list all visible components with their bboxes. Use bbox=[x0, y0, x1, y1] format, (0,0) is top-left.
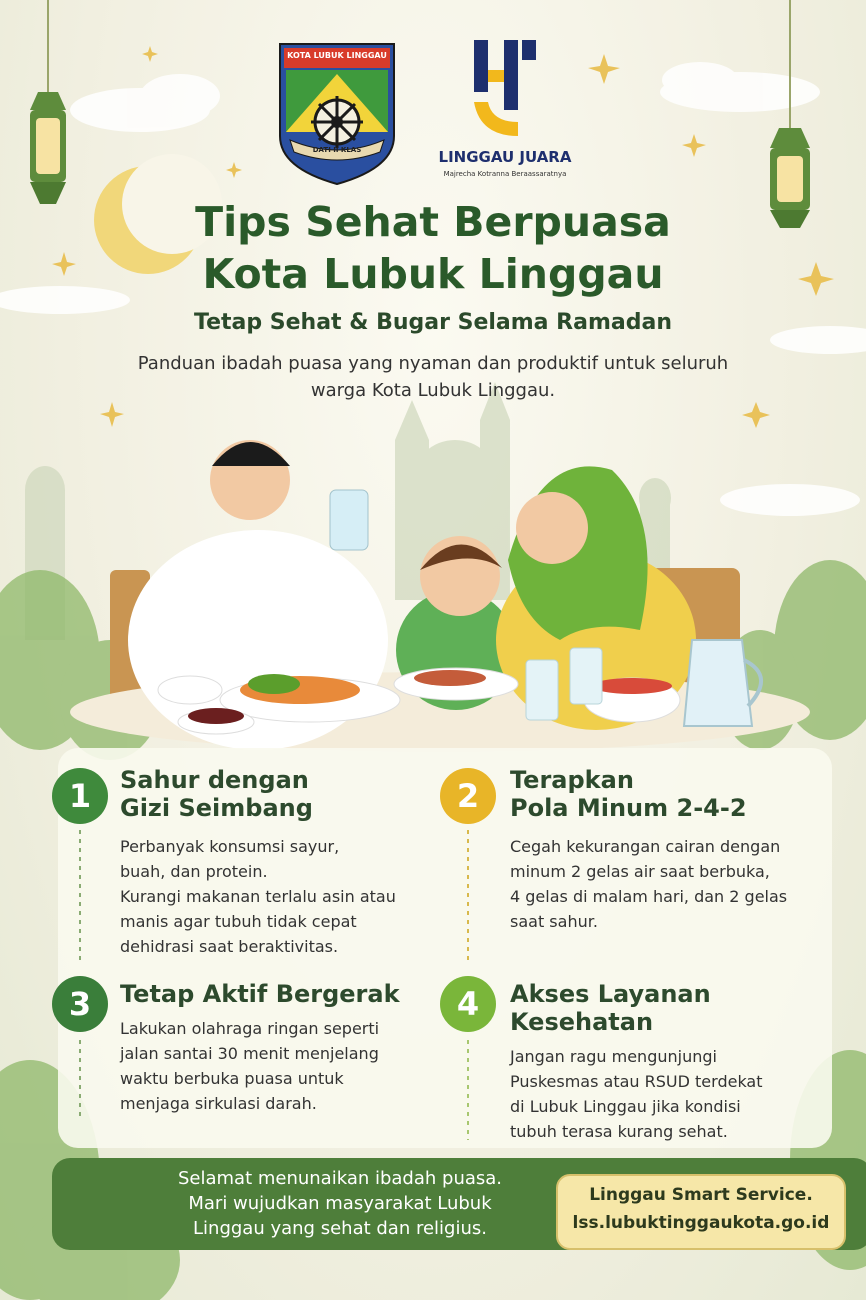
description: Panduan ibadah puasa yang nyaman dan produktif untuk seluruh warga Kota Lubuk Linggau. bbox=[137, 353, 729, 401]
tip-1-text-line: Kurangi makanan terlalu asin atau bbox=[120, 887, 396, 906]
tip-2-title-line-2: Pola Minum 2-4-2 bbox=[510, 794, 747, 822]
tip-4-text-line: Puskesmas atau RSUD terdekat bbox=[510, 1072, 763, 1091]
linggau-juara-text: LINGGAU JUARA bbox=[438, 148, 572, 166]
tip-1-title-line-2: Gizi Seimbang bbox=[120, 794, 313, 822]
title-line-2: Kota Lubuk Linggau bbox=[202, 250, 664, 298]
smart-service-name: Linggau Smart Service. bbox=[589, 1185, 813, 1205]
tip-3-title: Tetap Aktif Bergerak bbox=[120, 980, 400, 1008]
footer-message-line: Mari wujudkan masyarakat Lubuk bbox=[188, 1193, 492, 1214]
tip-4-title-line-2: Kesehatan bbox=[510, 1008, 654, 1036]
tip-2-title-line-1: Terapkan bbox=[510, 766, 634, 794]
tip-1-text-line: manis agar tubuh tidak cepat bbox=[120, 912, 357, 931]
tip-3-text-line: Lakukan olahraga ringan seperti bbox=[120, 1019, 380, 1038]
tip-4-text-line: tubuh terasa kurang sehat. bbox=[510, 1122, 728, 1141]
tip-4-text-line: Jangan ragu mengunjungi bbox=[510, 1047, 717, 1066]
tip-1-text-line: dehidrasi saat beraktivitas. bbox=[120, 937, 339, 956]
tip-4-text-line: di Lubuk Linggau jika kondisi bbox=[510, 1097, 741, 1116]
title-line-1: Tips Sehat Berpuasa bbox=[195, 198, 671, 246]
tip-1-text bbox=[120, 834, 440, 959]
tip-2-text-line: minum 2 gelas air saat berbuka, bbox=[510, 862, 770, 881]
tip-3-text bbox=[120, 1016, 440, 1116]
tip-2-text bbox=[510, 834, 830, 934]
footer-message-line: Linggau yang sehat dan religius. bbox=[193, 1218, 487, 1239]
tip-4-badge: 4 bbox=[440, 976, 496, 1032]
tip-1-badge: 1 bbox=[52, 768, 108, 824]
emblem-motto-text: DATI II KLAS bbox=[312, 146, 362, 154]
tip-1-title-line-1: Sahur dengan bbox=[120, 766, 309, 794]
tip-2-text-line: Cegah kekurangan cairan dengan bbox=[510, 837, 781, 856]
emblem-banner-text: KOTA LUBUK LINGGAU bbox=[287, 51, 387, 60]
tip-2-badge: 2 bbox=[440, 768, 496, 824]
tip-3-text-line: menjaga sirkulasi darah. bbox=[120, 1094, 317, 1113]
linggau-juara-tagline: Majrecha Kotranna Beraassaratnya bbox=[443, 170, 567, 178]
tip-2-text-line: saat sahur. bbox=[510, 912, 598, 931]
tip-1-text-line: buah, dan protein. bbox=[120, 862, 268, 881]
footer-message bbox=[140, 1166, 540, 1241]
tip-3-text-line: waktu berbuka puasa untuk bbox=[120, 1069, 344, 1088]
subtitle: Tetap Sehat & Bugar Selama Ramadan bbox=[194, 310, 672, 335]
smart-service-url[interactable]: lss.lubuktinggaukota.go.id bbox=[572, 1213, 830, 1233]
tip-3-text-line: jalan santai 30 menit menjelang bbox=[120, 1044, 379, 1063]
footer-message-line: Selamat menunaikan ibadah puasa. bbox=[177, 1168, 503, 1189]
tip-3-badge: 3 bbox=[52, 976, 108, 1032]
tip-4-title-line-1: Akses Layanan bbox=[510, 980, 711, 1008]
tip-2-text-line: 4 gelas di malam hari, dan 2 gelas bbox=[510, 887, 788, 906]
tip-4-text bbox=[510, 1044, 830, 1144]
tip-1-text-line: Perbanyak konsumsi sayur, bbox=[120, 837, 340, 856]
